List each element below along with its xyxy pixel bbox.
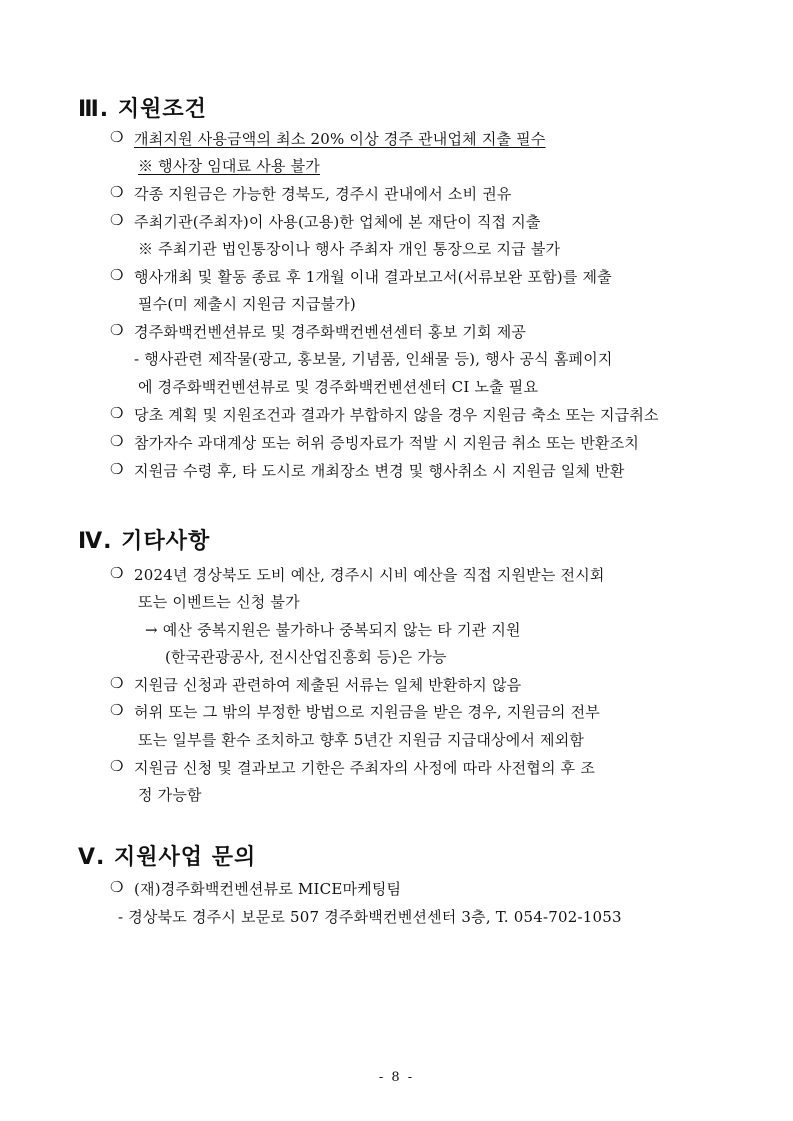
other-duplicate-budget: 2024년 경상북도 도비 예산, 경주시 시비 예산을 직접 지원받는 전시회	[134, 566, 605, 584]
condition-false-evidence: 참가자수 과대계상 또는 허위 증빙자료가 적발 시 지원금 취소 또는 반환조치	[134, 434, 640, 452]
condition-promotion-detail-cont: 에 경주화백컨벤션뷰로 및 경주화백컨벤션센터 CI 노출 필요	[138, 378, 539, 396]
bullet-icon: ❍	[110, 128, 124, 146]
bullet-icon: ❍	[110, 674, 124, 692]
condition-direct-payment: 주최기관(주최자)이 사용(고용)한 업체에 본 재단이 직접 지출	[134, 213, 541, 231]
condition-note-venue-rent: ※ 행사장 임대료 사용 불가	[138, 157, 320, 175]
bullet-icon: ❍	[110, 321, 124, 339]
page-number: - 8 -	[378, 1070, 415, 1085]
condition-venue-change: 지원금 수령 후, 타 도시로 개최장소 변경 및 행사취소 시 지원금 일체 반환	[134, 462, 625, 480]
bullet-icon: ❍	[110, 211, 124, 229]
bullet-icon: ❍	[110, 564, 124, 582]
condition-local-spending: 개최지원 사용금액의 최소 20% 이상 경주 관내업체 지출 필수	[134, 130, 546, 148]
section-title-inquiry: Ⅴ. 지원사업 문의	[78, 845, 257, 870]
section-title-support-conditions: Ⅲ. 지원조건	[78, 97, 207, 122]
other-no-document-return: 지원금 신청과 관련하여 제출된 서류는 일체 반환하지 않음	[134, 676, 522, 694]
condition-promotion-detail: - 행사관련 제작물(광고, 홍보물, 기념품, 인쇄물 등), 행사 공식 홈페이지	[134, 350, 613, 368]
condition-result-report-cont: 필수(미 제출시 지원금 지급불가)	[138, 295, 356, 313]
bullet-icon: ❍	[110, 757, 124, 775]
other-deadline-consult: 지원금 신청 및 결과보고 기한은 주최자의 사정에 따라 사전협의 후 조	[134, 759, 596, 777]
inquiry-address-phone: - 경상북도 경주시 보문로 507 경주화백컨벤션센터 3층, T. 054-702-1053	[118, 908, 622, 926]
inquiry-team: (재)경주화백컨벤션뷰로 MICE마케팅팀	[134, 880, 402, 898]
bullet-icon: ❍	[110, 404, 124, 422]
condition-promotion: 경주화백컨벤션뷰로 및 경주화백컨벤션센터 홍보 기회 제공	[134, 323, 527, 341]
other-deadline-consult-cont: 정 가능함	[138, 786, 202, 804]
section-title-other-matters: Ⅳ. 기타사항	[78, 529, 211, 554]
bullet-icon: ❍	[110, 183, 124, 201]
other-fraud-recovery: 허위 또는 그 밖의 부정한 방법으로 지원금을 받은 경우, 지원금의 전부	[134, 703, 600, 721]
condition-local-consumption: 각종 지원금은 가능한 경북도, 경주시 관내에서 소비 권유	[134, 185, 512, 203]
condition-plan-mismatch: 당초 계획 및 지원조건과 결과가 부합하지 않을 경우 지원금 축소 또는 지급취소	[134, 406, 659, 424]
bullet-icon: ❍	[110, 266, 124, 284]
bullet-icon: ❍	[110, 460, 124, 478]
other-duplicate-note-cont: (한국관광공사, 전시산업진흥회 등)은 가능	[165, 648, 447, 666]
bullet-icon: ❍	[110, 432, 124, 450]
condition-result-report: 행사개최 및 활동 종료 후 1개월 이내 결과보고서(서류보완 포함)를 제출	[134, 268, 612, 286]
other-duplicate-budget-cont: 또는 이벤트는 신청 불가	[138, 593, 300, 611]
bullet-icon: ❍	[110, 878, 124, 896]
bullet-icon: ❍	[110, 701, 124, 719]
condition-note-no-account-payment: ※ 주최기관 법인통장이나 행사 주최자 개인 통장으로 지급 불가	[138, 240, 561, 258]
other-fraud-recovery-cont: 또는 일부를 환수 조치하고 향후 5년간 지원금 지급대상에서 제외함	[138, 731, 585, 749]
other-duplicate-note: → 예산 중복지원은 불가하나 중복되지 않는 타 기관 지원	[145, 621, 521, 639]
